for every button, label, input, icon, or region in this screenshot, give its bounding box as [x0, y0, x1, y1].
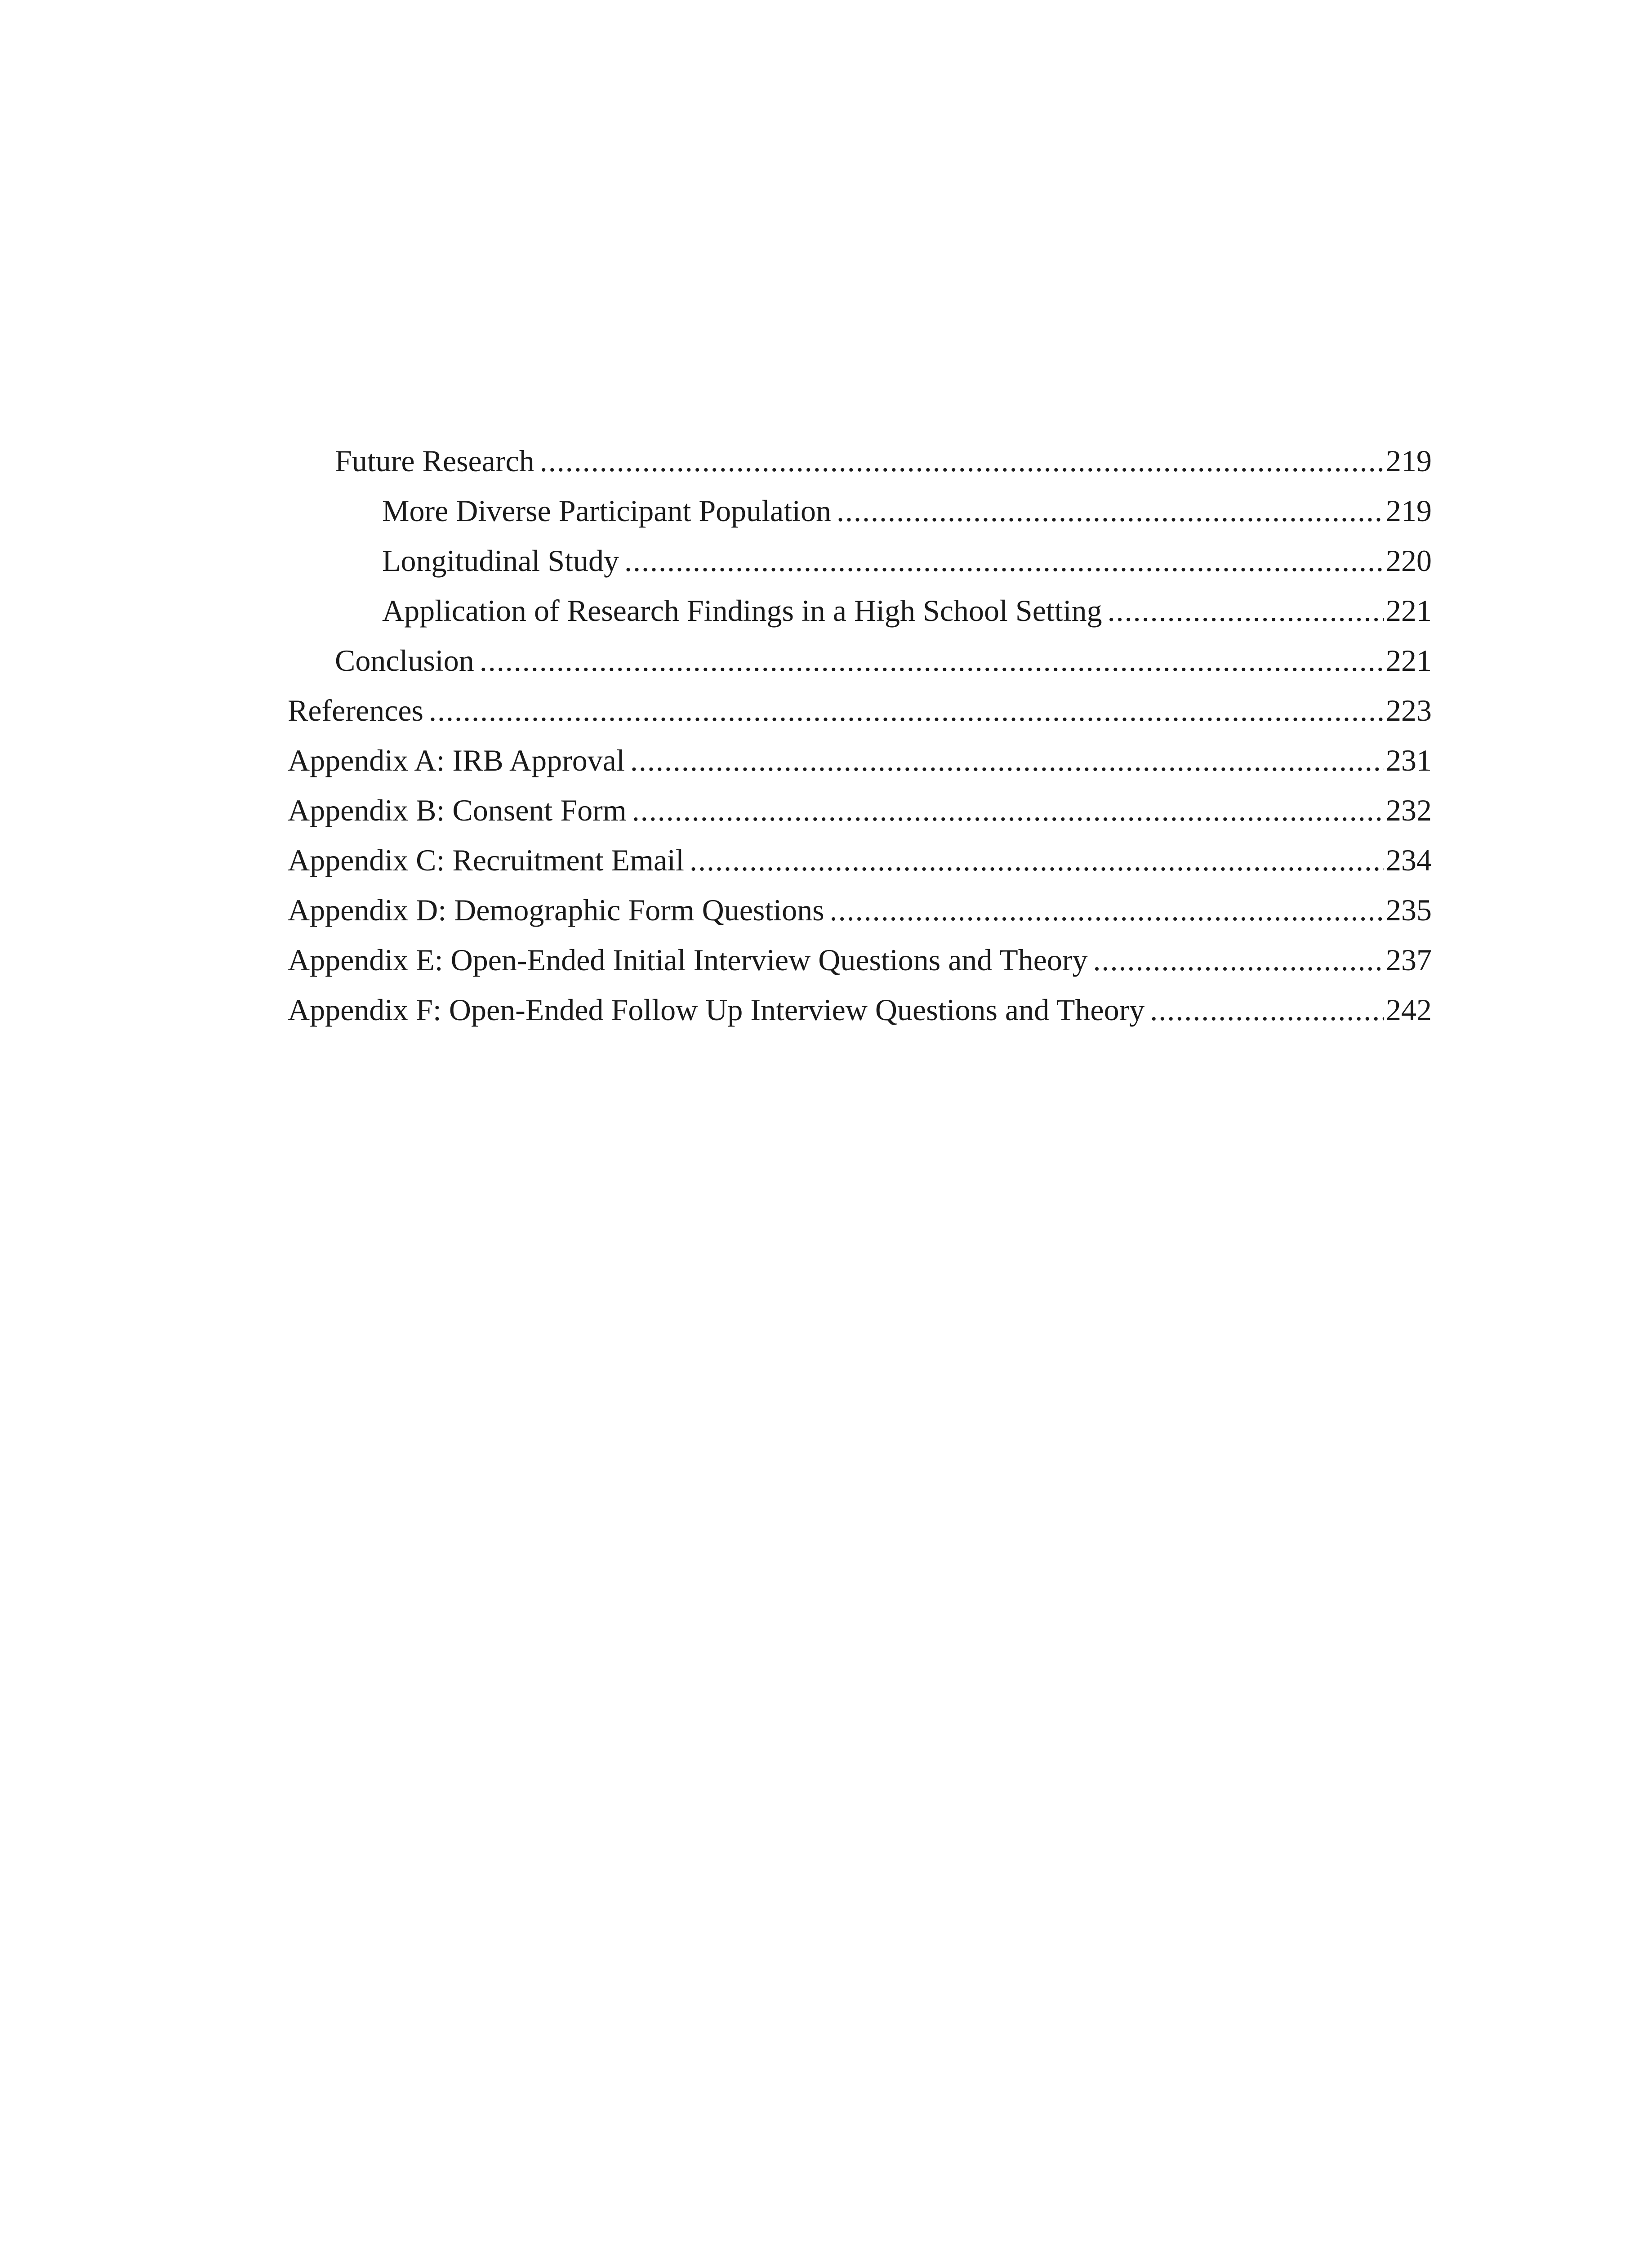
- toc-entry-title: Appendix F: Open-Ended Follow Up Interview Questions and Theory: [288, 993, 1145, 1027]
- toc-dot-leader: [690, 835, 1384, 885]
- toc-entry-page: 219: [1386, 444, 1432, 478]
- toc-entry[interactable]: [288, 486, 1432, 536]
- toc-entry-page: 221: [1386, 643, 1432, 678]
- toc-entry[interactable]: [288, 935, 1432, 985]
- toc-entry-page: 237: [1386, 943, 1432, 977]
- table-of-contents: [288, 436, 1432, 1035]
- toc-dot-leader: [540, 436, 1384, 486]
- toc-entry-title: Appendix D: Demographic Form Questions: [288, 893, 824, 927]
- toc-entry-title: Conclusion: [335, 643, 474, 678]
- toc-entry[interactable]: [288, 835, 1432, 885]
- toc-entry-page: 234: [1386, 843, 1432, 877]
- toc-entry-title: More Diverse Participant Population: [382, 494, 832, 528]
- toc-entry-page: 242: [1386, 993, 1432, 1027]
- toc-entry-page: 219: [1386, 494, 1432, 528]
- toc-entry[interactable]: [288, 436, 1432, 486]
- toc-entry[interactable]: [288, 985, 1432, 1035]
- toc-entry-title: Appendix B: Consent Form: [288, 793, 627, 827]
- toc-dot-leader: [1108, 586, 1384, 636]
- toc-dot-leader: [624, 536, 1384, 586]
- toc-entry-title: Appendix E: Open-Ended Initial Interview Questions and Theory: [288, 943, 1088, 977]
- toc-entry-title: Future Research: [335, 444, 534, 478]
- toc-entry[interactable]: [288, 586, 1432, 636]
- toc-entry-page: 220: [1386, 544, 1432, 578]
- toc-entry-page: 235: [1386, 893, 1432, 927]
- toc-entry-page: 223: [1386, 693, 1432, 727]
- toc-entry[interactable]: [288, 686, 1432, 736]
- toc-dot-leader: [630, 736, 1384, 785]
- toc-entry-title: References: [288, 693, 424, 727]
- toc-dot-leader: [480, 636, 1384, 686]
- toc-entry[interactable]: [288, 885, 1432, 935]
- toc-dot-leader: [1093, 935, 1384, 985]
- toc-dot-leader: [632, 785, 1384, 835]
- toc-dot-leader: [1150, 985, 1384, 1035]
- toc-entry-title: Appendix C: Recruitment Email: [288, 843, 684, 877]
- toc-entry-title: Application of Research Findings in a High School Setting: [382, 593, 1102, 628]
- toc-entry-page: 232: [1386, 793, 1432, 827]
- toc-dot-leader: [837, 486, 1384, 536]
- toc-entry[interactable]: [288, 636, 1432, 686]
- toc-entry-page: 231: [1386, 743, 1432, 777]
- toc-entry-title: Longitudinal Study: [382, 544, 619, 578]
- toc-dot-leader: [830, 885, 1384, 935]
- toc-entry-title: Appendix A: IRB Approval: [288, 743, 625, 777]
- toc-entry-page: 221: [1386, 593, 1432, 628]
- toc-entry[interactable]: [288, 736, 1432, 785]
- toc-entry[interactable]: [288, 785, 1432, 835]
- toc-entry[interactable]: [288, 536, 1432, 586]
- toc-dot-leader: [429, 686, 1384, 736]
